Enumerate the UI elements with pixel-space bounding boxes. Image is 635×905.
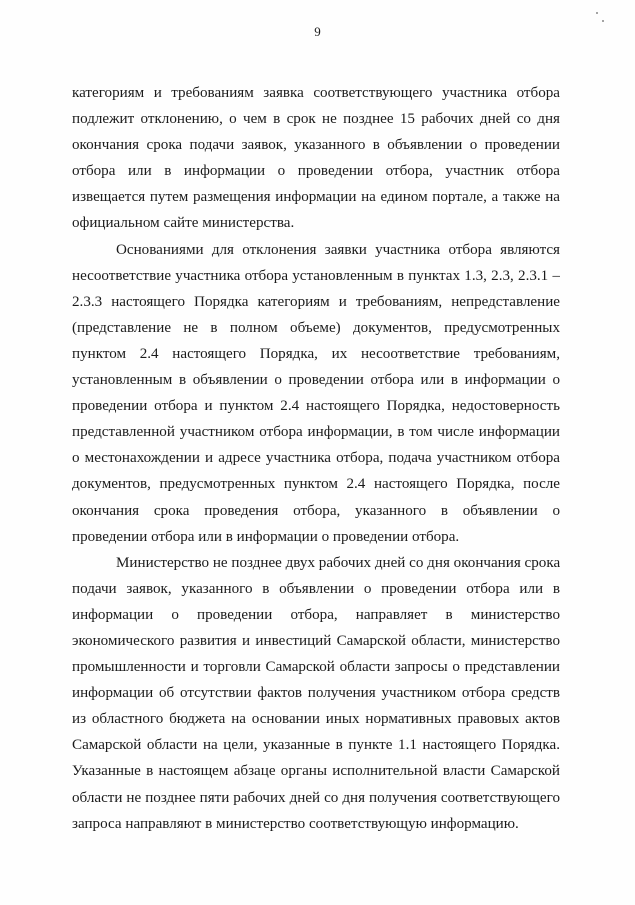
text-line: информации о проведении отбора, направляет в министерство: [72, 606, 560, 623]
paragraph: [72, 550, 560, 837]
text-line: окончания срока подачи заявок, указанного в объявлении о проведении: [72, 137, 560, 154]
document-body: [72, 80, 560, 837]
text-line: подачи заявок, указанного в объявлении о проведении отбора или в: [72, 580, 560, 597]
text-line: несоответствие участника отбора установленным в пунктах 1.3, 2.3, 2.3.1 –: [72, 267, 560, 284]
text-line: Министерство не позднее двух рабочих дней со дня окончания срока: [116, 554, 560, 571]
text-line: из областного бюджета на основании иных нормативных правовых актов: [72, 711, 560, 728]
text-line: официальном сайте министерства.: [72, 215, 295, 232]
paragraph: [72, 80, 560, 237]
scan-speck: [596, 12, 598, 14]
text-line: извещается путем размещения информации на едином портале, а также на: [72, 189, 560, 206]
text-line: пунктом 2.4 настоящего Порядка, их несоответствие требованиям,: [72, 345, 560, 362]
text-line: о местонахождении и адресе участника отбора, подача участником отбора: [72, 450, 560, 467]
scan-speck: [602, 20, 604, 22]
paragraph: [72, 237, 560, 550]
text-line: документов, предусмотренных пунктом 2.4 настоящего Порядка, после: [72, 476, 560, 493]
text-line: представленной участником отбора информации, в том числе информации: [72, 424, 560, 441]
text-line: запроса направляют в министерство соответствующую информацию.: [72, 815, 519, 832]
text-line: (представление не в полном объеме) документов, предусмотренных: [72, 319, 560, 336]
text-line: Самарской области на цели, указанные в пункте 1.1 настоящего Порядка.: [72, 737, 560, 754]
text-line: категориям и требованиям заявка соответствующего участника отбора: [72, 85, 560, 101]
text-line: окончания срока проведения отбора, указанного в объявлении о: [72, 502, 560, 519]
text-line: подлежит отклонению, о чем в срок не позднее 15 рабочих дней со дня: [72, 111, 560, 128]
text-line: области не позднее пяти рабочих дней со дня получения соответствующего: [72, 789, 560, 806]
text-line: информации об отсутствии фактов получения участником отбора средств: [72, 685, 560, 702]
page-number: 9: [314, 24, 321, 39]
text-line: отбора или в информации о проведении отбора, участник отбора: [72, 163, 560, 180]
text-line: установленным в объявлении о проведении отбора или в информации о: [72, 372, 560, 389]
text-line: Указанные в настоящем абзаце органы исполнительной власти Самарской: [72, 763, 560, 780]
text-line: проведении отбора и пунктом 2.4 настоящего Порядка, недостоверность: [72, 398, 560, 415]
text-line: промышленности и торговли Самарской области запросы о представлении: [72, 659, 560, 676]
text-line: проведении отбора или в информации о проведении отбора.: [72, 528, 460, 545]
text-line: экономического развития и инвестиций Самарской области, министерство: [72, 632, 560, 649]
text-line: Основаниями для отклонения заявки участника отбора являются: [116, 241, 560, 258]
text-line: 2.3.3 настоящего Порядка категориям и требованиям, непредставление: [72, 293, 560, 310]
